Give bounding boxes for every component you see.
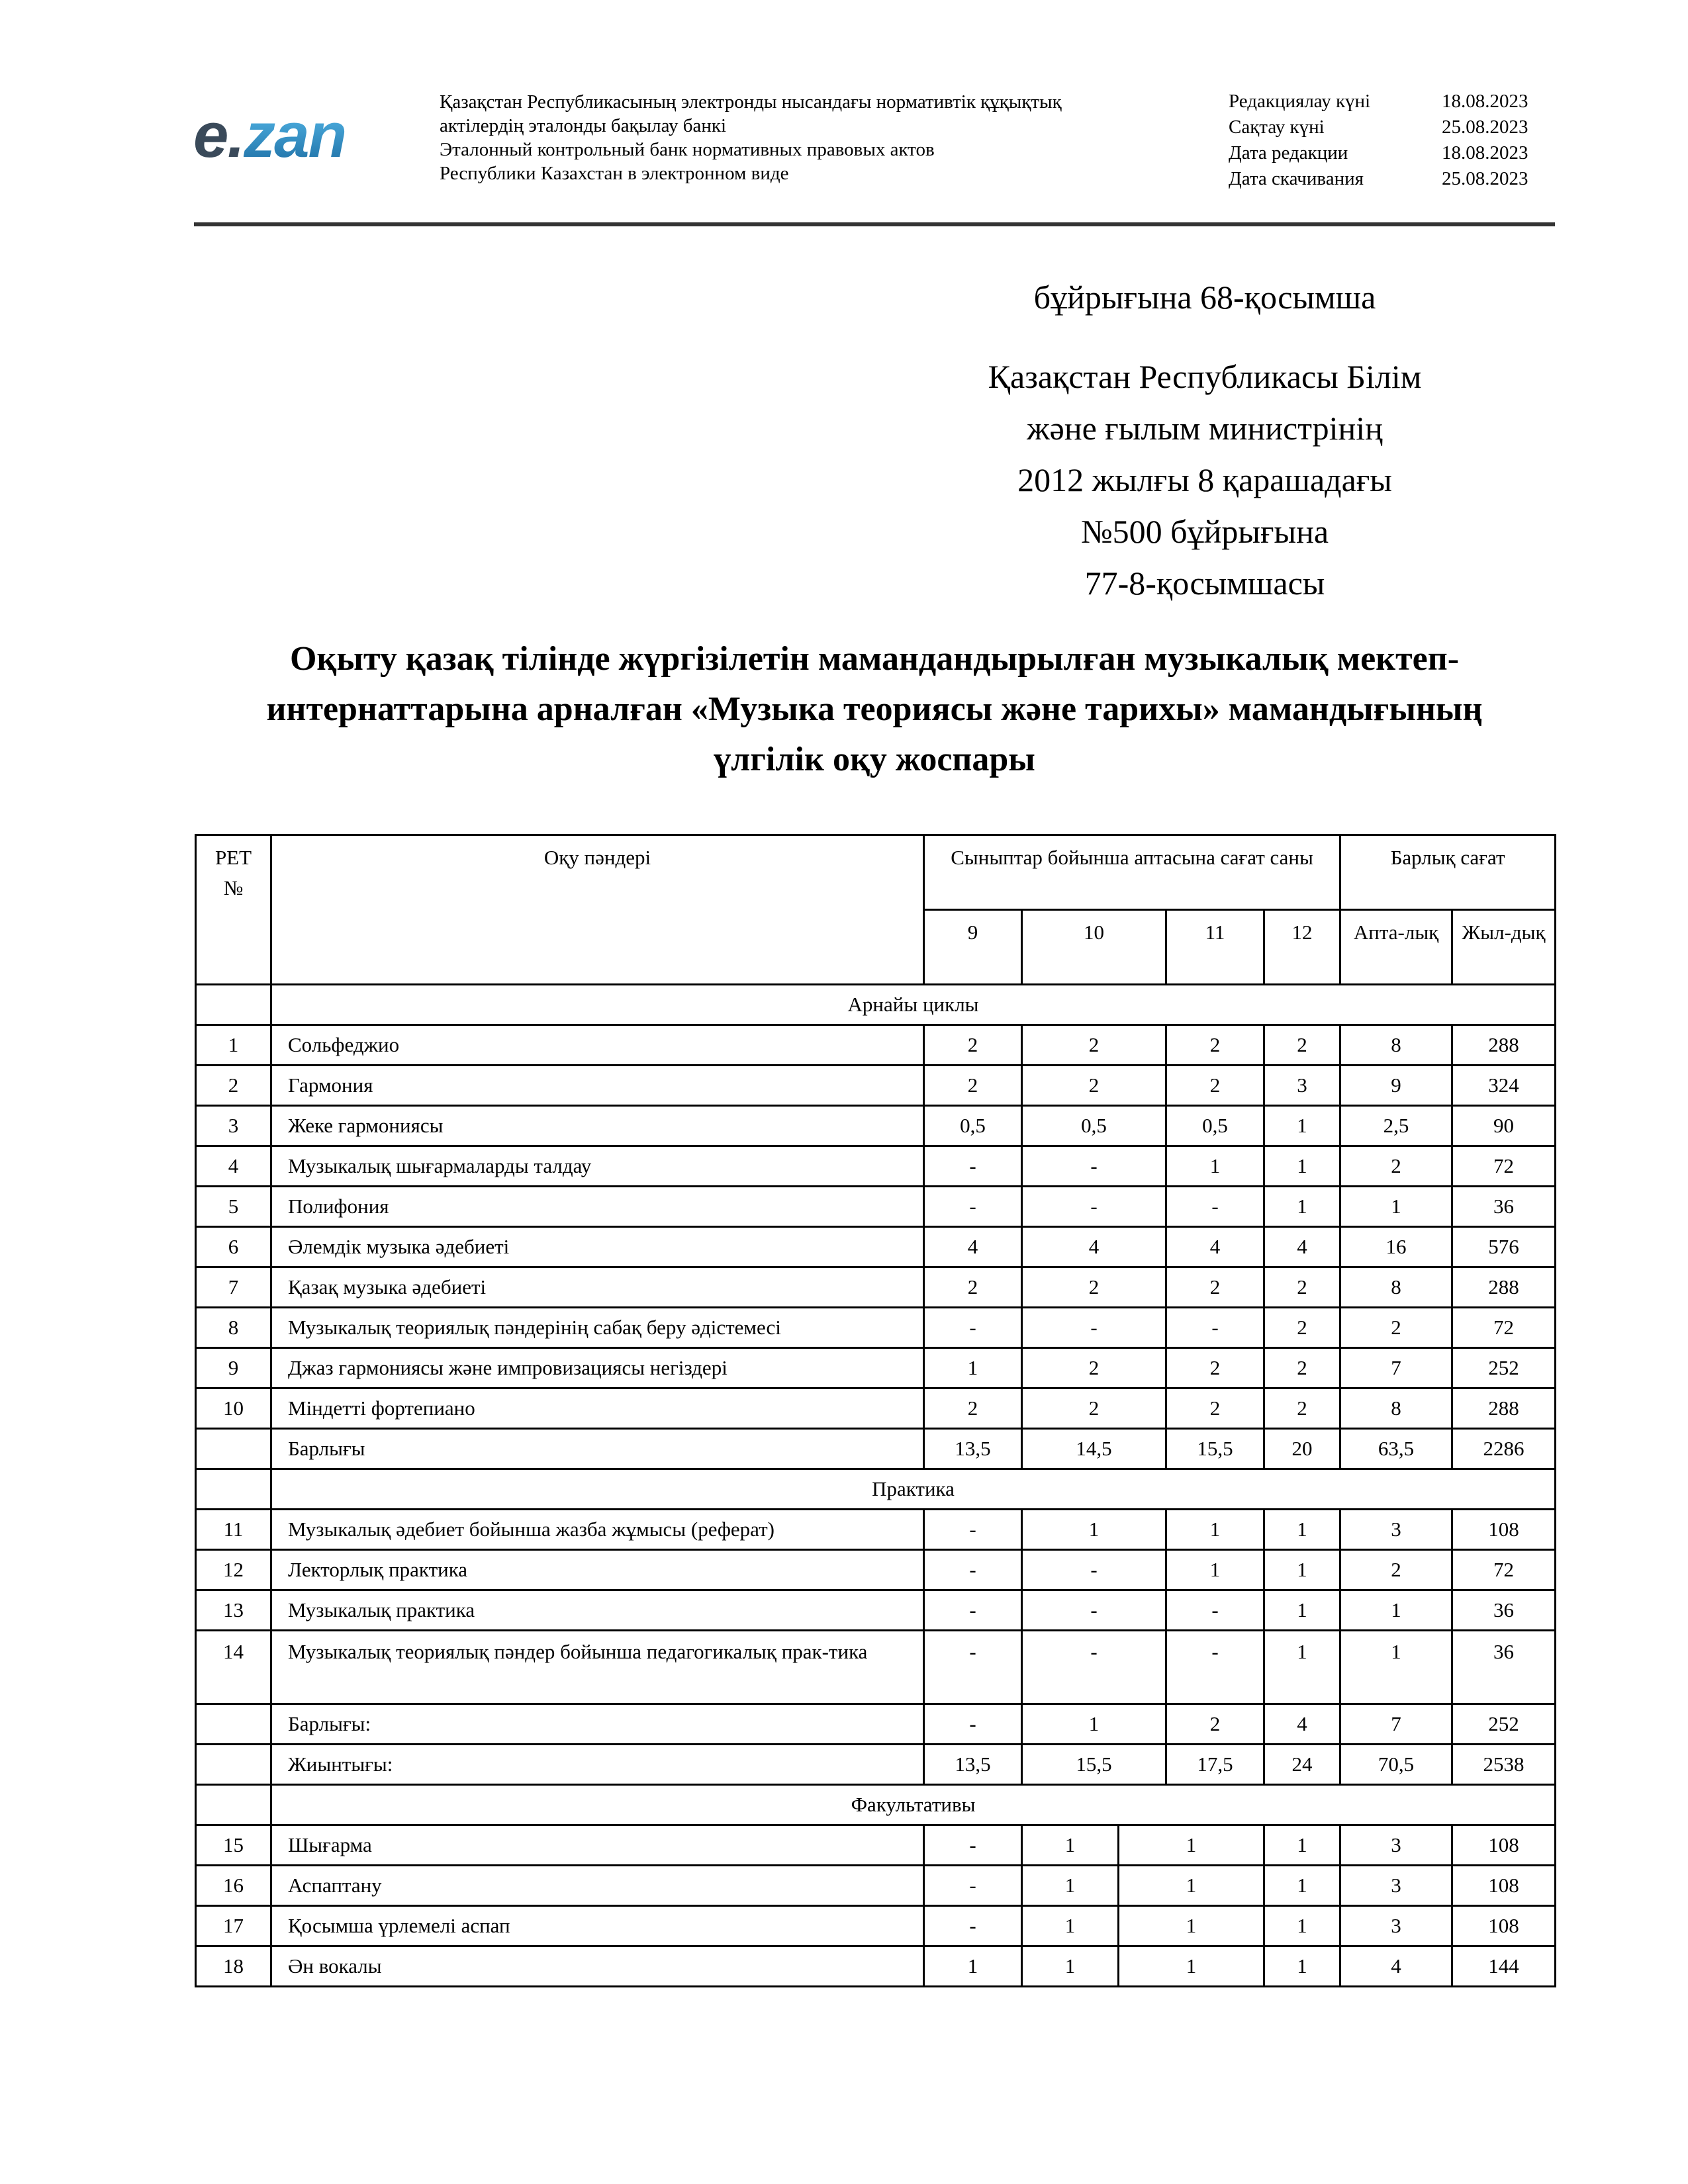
annex-line: және ғылым министрінің bbox=[1027, 410, 1383, 447]
row-number: 5 bbox=[196, 1187, 271, 1227]
row-number: 7 bbox=[196, 1267, 271, 1308]
value-cell: 7 bbox=[1340, 1348, 1452, 1388]
header-grade-10: 10 bbox=[1022, 910, 1166, 985]
value-cell: - bbox=[924, 1631, 1022, 1704]
table-row bbox=[196, 1308, 1556, 1348]
value-cell: 1 bbox=[1166, 1550, 1264, 1590]
section-row bbox=[196, 1469, 1556, 1510]
meta-label: Дата скачивания bbox=[1229, 168, 1364, 189]
value-cell: 2 bbox=[1340, 1308, 1452, 1348]
value-cell: 2 bbox=[1264, 1267, 1340, 1308]
value-cell: - bbox=[924, 1146, 1022, 1187]
subject-name: Музыкалық әдебиет бойынша жазба жұмысы (реферат) bbox=[271, 1510, 924, 1550]
subject-name: Ән вокалы bbox=[271, 1946, 924, 1987]
value-cell: 3 bbox=[1340, 1906, 1452, 1946]
value-cell: 63,5 bbox=[1340, 1429, 1452, 1469]
faculty-table bbox=[195, 1784, 1556, 1987]
section-row bbox=[196, 1785, 1556, 1825]
value-cell: 108 bbox=[1452, 1825, 1556, 1866]
row-number: 9 bbox=[196, 1348, 271, 1388]
value-cell: 2 bbox=[1166, 1267, 1264, 1308]
value-cell: 1 bbox=[1264, 1825, 1340, 1866]
value-cell: 4 bbox=[1340, 1946, 1452, 1987]
value-cell: 7 bbox=[1340, 1704, 1452, 1745]
row-number: 15 bbox=[196, 1825, 271, 1866]
value-cell: 2 bbox=[1166, 1704, 1264, 1745]
table-row bbox=[196, 1267, 1556, 1308]
value-cell: 16 bbox=[1340, 1227, 1452, 1267]
value-cell: 1 bbox=[1264, 1187, 1340, 1227]
meta-row bbox=[1229, 140, 1528, 166]
value-cell: - bbox=[1022, 1308, 1166, 1348]
value-cell: - bbox=[1166, 1590, 1264, 1631]
subject-name: Қосымша үрлемелі аспап bbox=[271, 1906, 924, 1946]
subject-name: Барлығы: bbox=[271, 1704, 924, 1745]
row-number bbox=[196, 1429, 271, 1469]
row-number: 12 bbox=[196, 1550, 271, 1590]
value-cell: 24 bbox=[1264, 1745, 1340, 1785]
subject-name: Шығарма bbox=[271, 1825, 924, 1866]
value-cell: 8 bbox=[1340, 1388, 1452, 1429]
value-cell: 1 bbox=[1022, 1704, 1166, 1745]
value-cell: 108 bbox=[1452, 1510, 1556, 1550]
value-cell: 14,5 bbox=[1022, 1429, 1166, 1469]
value-cell: 2 bbox=[924, 1388, 1022, 1429]
section-row bbox=[196, 985, 1556, 1025]
header-weekly: Апта-лық bbox=[1340, 910, 1452, 985]
value-cell: 1 bbox=[1022, 1866, 1119, 1906]
table-row bbox=[196, 1631, 1556, 1704]
table-row bbox=[196, 1745, 1556, 1785]
annex-number: бұйрығына 68-қосымша bbox=[1033, 279, 1376, 316]
title-line: үлгілік оқу жоспары bbox=[714, 741, 1035, 778]
value-cell: 4 bbox=[1166, 1227, 1264, 1267]
value-cell: - bbox=[924, 1590, 1022, 1631]
header-grade-12: 12 bbox=[1264, 910, 1340, 985]
value-cell: 252 bbox=[1452, 1348, 1556, 1388]
subject-name: Әлемдік музыка әдебиеті bbox=[271, 1227, 924, 1267]
value-cell: 2 bbox=[1022, 1348, 1166, 1388]
value-cell: 3 bbox=[1264, 1066, 1340, 1106]
value-cell: 13,5 bbox=[924, 1745, 1022, 1785]
value-cell: 1 bbox=[1264, 1510, 1340, 1550]
subject-name: Музыкалық практика bbox=[271, 1590, 924, 1631]
value-cell: 1 bbox=[1264, 1590, 1340, 1631]
subject-name: Аспаптану bbox=[271, 1866, 924, 1906]
value-cell: 20 bbox=[1264, 1429, 1340, 1469]
value-cell: 2,5 bbox=[1340, 1106, 1452, 1146]
value-cell: 4 bbox=[1264, 1227, 1340, 1267]
subject-name: Лекторлық практика bbox=[271, 1550, 924, 1590]
header-grade-11: 11 bbox=[1166, 910, 1264, 985]
row-number: 1 bbox=[196, 1025, 271, 1066]
table-row bbox=[196, 1704, 1556, 1745]
value-cell: 1 bbox=[1264, 1906, 1340, 1946]
value-cell: 1 bbox=[1022, 1825, 1119, 1866]
table-row bbox=[196, 1106, 1556, 1146]
row-number: 13 bbox=[196, 1590, 271, 1631]
value-cell: 288 bbox=[1452, 1025, 1556, 1066]
row-number: 11 bbox=[196, 1510, 271, 1550]
value-cell: - bbox=[924, 1308, 1022, 1348]
value-cell: 15,5 bbox=[1166, 1429, 1264, 1469]
value-cell: 15,5 bbox=[1022, 1745, 1166, 1785]
value-cell: 3 bbox=[1340, 1825, 1452, 1866]
subject-name: Джаз гармониясы және импровизациясы негіздері bbox=[271, 1348, 924, 1388]
table-row bbox=[196, 1187, 1556, 1227]
value-cell: 36 bbox=[1452, 1187, 1556, 1227]
value-cell: 2 bbox=[1340, 1146, 1452, 1187]
value-cell: - bbox=[1166, 1631, 1264, 1704]
value-cell: 2538 bbox=[1452, 1745, 1556, 1785]
title-line: Оқыту қазақ тілінде жүргізілетін мамандандырылған музыкалық мектеп- bbox=[289, 640, 1460, 678]
header-line: Республики Казахстан в электронном виде bbox=[440, 163, 789, 184]
subject-name: Музыкалық теориялық пәндер бойынша педагогикалық прак-тика bbox=[271, 1631, 924, 1704]
value-cell: 8 bbox=[1340, 1267, 1452, 1308]
header-line: актілердің эталонды бақылау банкі bbox=[440, 115, 727, 136]
section-title: Практика bbox=[271, 1469, 1556, 1510]
value-cell: 2 bbox=[1022, 1066, 1166, 1106]
value-cell: 2 bbox=[1022, 1267, 1166, 1308]
annex-reference bbox=[794, 351, 1615, 609]
header-grade-9: 9 bbox=[924, 910, 1022, 985]
table-row bbox=[196, 1066, 1556, 1106]
value-cell: 1 bbox=[1022, 1946, 1119, 1987]
table-row bbox=[196, 1388, 1556, 1429]
row-number: 14 bbox=[196, 1631, 271, 1704]
table-row bbox=[196, 1906, 1556, 1946]
subject-name: Жиынтығы: bbox=[271, 1745, 924, 1785]
value-cell: 2286 bbox=[1452, 1429, 1556, 1469]
value-cell: 2 bbox=[1264, 1308, 1340, 1348]
header-divider bbox=[194, 222, 1555, 226]
header-num: РЕТ № bbox=[196, 835, 271, 985]
header-line: Қазақстан Республикасының электронды нысандағы нормативтік құқықтық bbox=[440, 91, 1062, 113]
value-cell: 1 bbox=[1264, 1866, 1340, 1906]
value-cell: 576 bbox=[1452, 1227, 1556, 1267]
subject-name: Міндетті фортепиано bbox=[271, 1388, 924, 1429]
header-total: Барлық сағат bbox=[1340, 835, 1556, 910]
title-line: интернаттарына арналған «Музыка теориясы және тарихы» мамандығының bbox=[266, 690, 1483, 728]
row-number: 8 bbox=[196, 1308, 271, 1348]
value-cell: 1 bbox=[924, 1348, 1022, 1388]
table-row bbox=[196, 1866, 1556, 1906]
value-cell: - bbox=[924, 1906, 1022, 1946]
value-cell: 2 bbox=[1166, 1348, 1264, 1388]
header-description bbox=[440, 90, 1062, 185]
value-cell: 1 bbox=[1022, 1510, 1166, 1550]
table-row bbox=[196, 1025, 1556, 1066]
value-cell: 4 bbox=[924, 1227, 1022, 1267]
empty-cell bbox=[196, 985, 271, 1025]
table-row bbox=[196, 1348, 1556, 1388]
row-number: 18 bbox=[196, 1946, 271, 1987]
value-cell: 2 bbox=[1264, 1025, 1340, 1066]
subject-name: Сольфеджио bbox=[271, 1025, 924, 1066]
value-cell: 4 bbox=[1022, 1227, 1166, 1267]
row-number: 3 bbox=[196, 1106, 271, 1146]
value-cell: - bbox=[1166, 1187, 1264, 1227]
value-cell: - bbox=[1022, 1590, 1166, 1631]
meta-row bbox=[1229, 89, 1528, 114]
table-row bbox=[196, 1510, 1556, 1550]
value-cell: 9 bbox=[1340, 1066, 1452, 1106]
value-cell: 1 bbox=[1264, 1946, 1340, 1987]
meta-label: Дата редакции bbox=[1229, 142, 1348, 163]
meta-label: Сақтау күні bbox=[1229, 116, 1325, 138]
value-cell: 17,5 bbox=[1166, 1745, 1264, 1785]
value-cell: 1 bbox=[1264, 1146, 1340, 1187]
value-cell: 108 bbox=[1452, 1906, 1556, 1946]
ezan-logo: e.zan bbox=[193, 100, 346, 171]
value-cell: - bbox=[924, 1510, 1022, 1550]
value-cell: 1 bbox=[1264, 1631, 1340, 1704]
curriculum-table bbox=[195, 834, 1556, 1786]
value-cell: 2 bbox=[1022, 1025, 1166, 1066]
row-number: 10 bbox=[196, 1388, 271, 1429]
meta-label: Редакциялау күні bbox=[1229, 91, 1371, 112]
value-cell: 1 bbox=[1119, 1825, 1264, 1866]
value-cell: 1 bbox=[1340, 1590, 1452, 1631]
value-cell: - bbox=[1022, 1631, 1166, 1704]
value-cell: 108 bbox=[1452, 1866, 1556, 1906]
meta-row bbox=[1229, 114, 1528, 140]
value-cell: 144 bbox=[1452, 1946, 1556, 1987]
value-cell: 0,5 bbox=[924, 1106, 1022, 1146]
row-number: 4 bbox=[196, 1146, 271, 1187]
row-number: 2 bbox=[196, 1066, 271, 1106]
table-row bbox=[196, 1429, 1556, 1469]
row-number: 16 bbox=[196, 1866, 271, 1906]
value-cell: - bbox=[1166, 1308, 1264, 1348]
value-cell: 4 bbox=[1264, 1704, 1340, 1745]
meta-value: 18.08.2023 bbox=[1442, 91, 1528, 112]
value-cell: 1 bbox=[1264, 1550, 1340, 1590]
value-cell: 36 bbox=[1452, 1590, 1556, 1631]
header-subjects: Оқу пәндері bbox=[271, 835, 924, 985]
value-cell: 72 bbox=[1452, 1550, 1556, 1590]
annex-line: 2012 жылғы 8 қарашадағы bbox=[1017, 461, 1392, 498]
header-row bbox=[196, 835, 1556, 910]
meta-row bbox=[1229, 166, 1528, 192]
value-cell: 1 bbox=[1340, 1631, 1452, 1704]
subject-name: Жеке гармониясы bbox=[271, 1106, 924, 1146]
value-cell: 1 bbox=[1166, 1146, 1264, 1187]
value-cell: - bbox=[924, 1550, 1022, 1590]
document-title bbox=[195, 634, 1554, 785]
value-cell: 2 bbox=[924, 1066, 1022, 1106]
value-cell: 70,5 bbox=[1340, 1745, 1452, 1785]
header-yearly: Жыл-дық bbox=[1452, 910, 1556, 985]
section-title: Факультативы bbox=[271, 1785, 1556, 1825]
value-cell: 13,5 bbox=[924, 1429, 1022, 1469]
value-cell: 2 bbox=[1166, 1025, 1264, 1066]
value-cell: - bbox=[1022, 1187, 1166, 1227]
value-cell: 2 bbox=[1022, 1388, 1166, 1429]
value-cell: - bbox=[1022, 1146, 1166, 1187]
value-cell: 2 bbox=[924, 1267, 1022, 1308]
row-number bbox=[196, 1704, 271, 1745]
value-cell: 0,5 bbox=[1166, 1106, 1264, 1146]
header-classes: Сыныптар бойынша аптасына сағат саны bbox=[924, 835, 1340, 910]
meta-value: 25.08.2023 bbox=[1442, 168, 1528, 189]
value-cell: 2 bbox=[1264, 1348, 1340, 1388]
row-number: 17 bbox=[196, 1906, 271, 1946]
value-cell: 1 bbox=[1022, 1906, 1119, 1946]
table-row bbox=[196, 1946, 1556, 1987]
header-line: Эталонный контрольный банк нормативных правовых актов bbox=[440, 139, 935, 160]
value-cell: 1 bbox=[1119, 1906, 1264, 1946]
subject-name: Полифония bbox=[271, 1187, 924, 1227]
subject-name: Гармония bbox=[271, 1066, 924, 1106]
value-cell: 90 bbox=[1452, 1106, 1556, 1146]
meta-value: 25.08.2023 bbox=[1442, 116, 1528, 138]
value-cell: 1 bbox=[1264, 1106, 1340, 1146]
subject-name: Қазақ музыка әдебиеті bbox=[271, 1267, 924, 1308]
value-cell: 2 bbox=[1264, 1388, 1340, 1429]
value-cell: - bbox=[1022, 1550, 1166, 1590]
row-number bbox=[196, 1745, 271, 1785]
value-cell: 324 bbox=[1452, 1066, 1556, 1106]
value-cell: 0,5 bbox=[1022, 1106, 1166, 1146]
value-cell: 1 bbox=[1166, 1510, 1264, 1550]
table-row bbox=[196, 1590, 1556, 1631]
value-cell: 288 bbox=[1452, 1267, 1556, 1308]
annex-line: №500 бұйрығына bbox=[1080, 513, 1329, 550]
value-cell: - bbox=[924, 1825, 1022, 1866]
value-cell: 2 bbox=[1340, 1550, 1452, 1590]
row-number: 6 bbox=[196, 1227, 271, 1267]
annex-line: 77-8-қосымшасы bbox=[1084, 565, 1325, 602]
value-cell: 1 bbox=[1340, 1187, 1452, 1227]
value-cell: 2 bbox=[1166, 1388, 1264, 1429]
empty-cell bbox=[196, 1785, 271, 1825]
empty-cell bbox=[196, 1469, 271, 1510]
value-cell: - bbox=[924, 1704, 1022, 1745]
value-cell: 72 bbox=[1452, 1146, 1556, 1187]
value-cell: - bbox=[924, 1866, 1022, 1906]
table-row bbox=[196, 1146, 1556, 1187]
value-cell: 1 bbox=[924, 1946, 1022, 1987]
value-cell: 8 bbox=[1340, 1025, 1452, 1066]
value-cell: 2 bbox=[1166, 1066, 1264, 1106]
value-cell: 72 bbox=[1452, 1308, 1556, 1348]
section-title: Арнайы циклы bbox=[271, 985, 1556, 1025]
value-cell: 3 bbox=[1340, 1866, 1452, 1906]
table-row bbox=[196, 1825, 1556, 1866]
subject-name: Барлығы bbox=[271, 1429, 924, 1469]
value-cell: 3 bbox=[1340, 1510, 1452, 1550]
value-cell: 288 bbox=[1452, 1388, 1556, 1429]
value-cell: 1 bbox=[1119, 1866, 1264, 1906]
value-cell: 252 bbox=[1452, 1704, 1556, 1745]
table-row bbox=[196, 1550, 1556, 1590]
meta-value: 18.08.2023 bbox=[1442, 142, 1528, 163]
header-meta bbox=[1229, 89, 1528, 192]
annex-line: Қазақстан Республикасы Білім bbox=[988, 358, 1422, 395]
subject-name: Музыкалық теориялық пәндерінің сабақ беру әдістемесі bbox=[271, 1308, 924, 1348]
subject-name: Музыкалық шығармаларды талдау bbox=[271, 1146, 924, 1187]
table-row bbox=[196, 1227, 1556, 1267]
value-cell: 36 bbox=[1452, 1631, 1556, 1704]
value-cell: - bbox=[924, 1187, 1022, 1227]
value-cell: 1 bbox=[1119, 1946, 1264, 1987]
value-cell: 2 bbox=[924, 1025, 1022, 1066]
